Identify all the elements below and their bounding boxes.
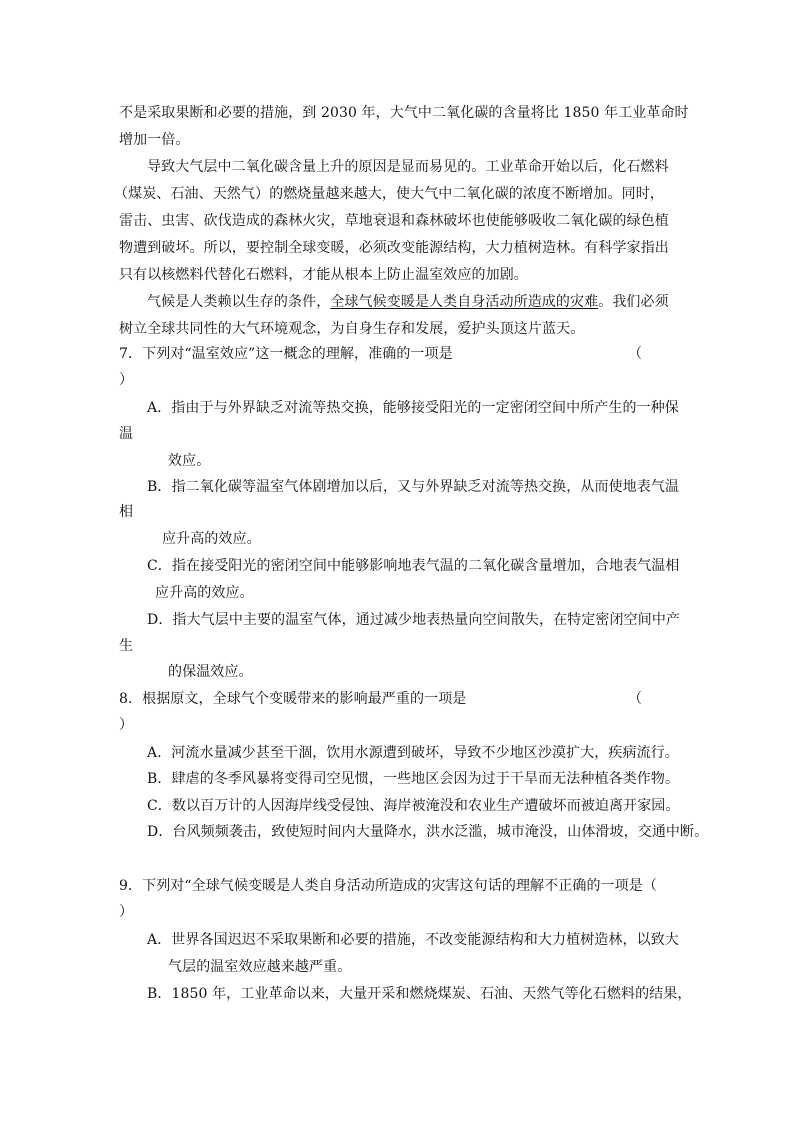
q7-option-a: A．指由于与外界缺乏对流等热交换，能够接受阳光的一定密闭空间中所产生的一种保 bbox=[147, 400, 679, 416]
question-7-stem: 7．下列对“温室效应”这一概念的理解，准确的一项是 bbox=[119, 346, 453, 362]
q7-option-c: C．指在接受阳光的密闭空间中能够影响地表气温的二氧化碳含量增加，合地表气温相 bbox=[147, 558, 680, 574]
underlined-sentence: 全球气候变暖是人类自身活动所造成的灾难 bbox=[330, 294, 599, 310]
q7-option-a-cont: 效应。 bbox=[168, 453, 211, 469]
passage-text: 气候是人类赖以生存的条件， bbox=[147, 294, 331, 310]
q7-option-d: D．指大气层中主要的温室气体，通过减少地表热量向空间散失，在特定密闭空间中产 bbox=[147, 612, 681, 628]
q8-option-c: C．数以百万计的人因海岸线受侵蚀、海岸被淹没和农业生产遭破坏而被迫离开家园。 bbox=[147, 798, 680, 814]
answer-paren-close: ） bbox=[119, 717, 133, 733]
q7-option-c-cont: 应升高的效应。 bbox=[155, 585, 254, 601]
answer-paren-open: （ bbox=[628, 691, 642, 707]
q8-option-a: A．河流水量减少甚至干涸，饮用水源遭到破坏，导致不少地区沙漠扩大，疾病流行。 bbox=[147, 745, 679, 761]
passage-line: 不是采取果断和必要的措施，到 2030 年，大气中二氧化碳的含量将比 1850 年工业革命时 bbox=[119, 105, 689, 121]
passage-line: 只有以核燃料代替化石燃料，才能从根本上防止温室效应的加剧。 bbox=[119, 267, 528, 283]
passage-line: （煤炭、石油、天然气）的燃烧量越来越大，使大气中二氧化碳的浓度不断增加。同时， bbox=[114, 186, 664, 202]
q7-option-d-cont: 生 bbox=[119, 638, 134, 654]
q7-option-b: B．指二氧化碳等温室气体剧增加以后，又与外界缺乏对流等热交换，从而使地表气温 bbox=[147, 479, 680, 495]
question-9-stem: 9．下列对“全球气候变暖是人类自身活动所造成的灾害这句话的理解不正确的一项是（ bbox=[119, 878, 657, 894]
passage-text: 。我们必须 bbox=[598, 294, 669, 310]
q9-option-a-cont: 气层的温室效应越来越严重。 bbox=[168, 959, 352, 975]
q7-option-a-cont: 温 bbox=[119, 426, 134, 442]
passage-line: 增加一倍。 bbox=[119, 132, 190, 148]
passage-line bbox=[147, 293, 669, 311]
q9-option-b: B．1850 年，工业革命以来，大量开采和燃烧煤炭、石油、天然气等化石燃料的结果， bbox=[147, 986, 692, 1002]
q8-option-d: D．台风频频袭击，致使短时间内大量降水，洪水泛滥，城市淹没，山体滑坡，交通中断。 bbox=[147, 824, 709, 840]
q7-option-b-cont: 应升高的效应。 bbox=[162, 531, 261, 547]
answer-paren-close: ） bbox=[119, 904, 133, 920]
passage-line: 树立全球共同性的大气环境观念，为自身生存和发展，爱护头顶这片蓝天。 bbox=[119, 321, 585, 337]
q8-option-b: B．肆虐的冬季风暴将变得司空见惯，一些地区会因为过于干旱而无法种植各类作物。 bbox=[147, 771, 680, 787]
answer-paren-close: ） bbox=[119, 372, 133, 388]
passage-line: 雷击、虫害、砍伐造成的森林火灾，草地衰退和森林破坏也使能够吸收二氧化碳的绿色植 bbox=[119, 213, 669, 229]
q7-option-b-cont: 相 bbox=[119, 504, 134, 520]
passage-line: 导致大气层中二氧化碳含量上升的原因是显而易见的。工业革命开始以后，化石燃料 bbox=[147, 159, 669, 175]
question-8-stem: 8．根据原文，全球气个变暖带来的影响最严重的一项是 bbox=[119, 691, 467, 707]
passage-line: 物遭到破坏。所以，要控制全球变暖，必须改变能源结构，大力植树造林。有科学家指出 bbox=[119, 240, 669, 256]
q9-option-a: A．世界各国迟迟不采取果断和必要的措施，不改变能源结构和大力植树造林，以致大 bbox=[147, 932, 679, 948]
answer-paren-open: （ bbox=[628, 346, 642, 362]
q7-option-d-cont: 的保温效应。 bbox=[168, 664, 253, 680]
